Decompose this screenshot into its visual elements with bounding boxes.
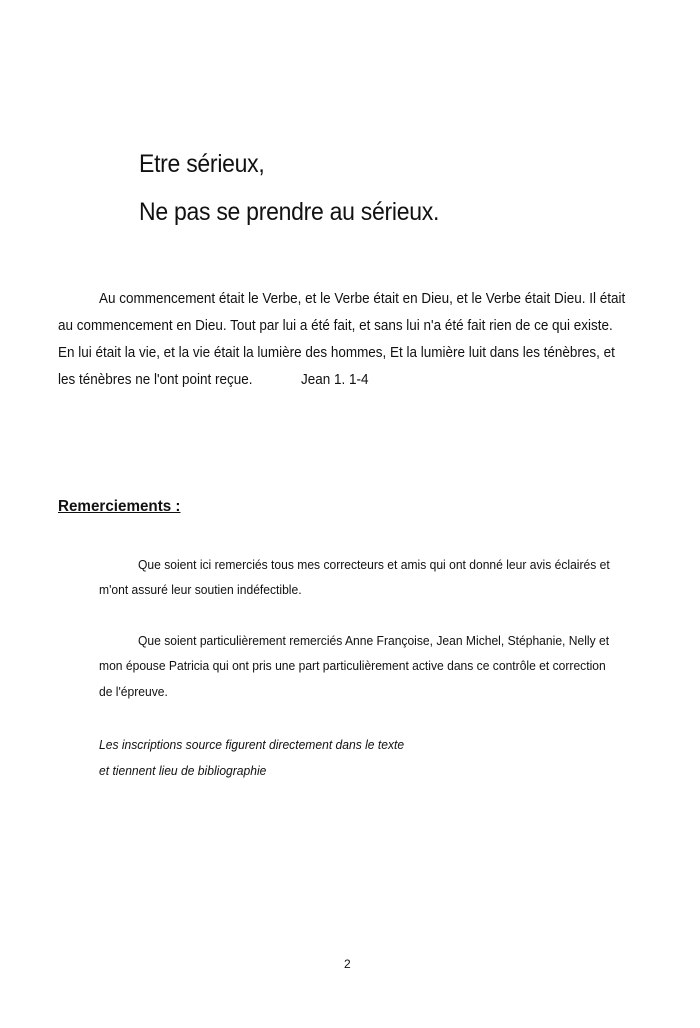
- acknowledgement-line: mon épouse Patricia qui ont pris une part particulièrement active dans ce contrôle et correction: [99, 658, 606, 673]
- title-line-1: Etre sérieux,: [139, 150, 265, 178]
- acknowledgements-heading: Remerciements :: [58, 498, 181, 515]
- bibliography-note: Les inscriptions source figurent directement dans le texte: [99, 737, 405, 752]
- acknowledgement-line: m'ont assuré leur soutien indéfectible.: [99, 582, 302, 597]
- quote-line: les ténèbres ne l'ont point reçue.: [58, 372, 253, 388]
- quote-line: Au commencement était le Verbe, et le Verbe était en Dieu, et le Verbe était Dieu. Il était: [99, 291, 626, 307]
- quote-source: Jean 1. 1-4: [301, 372, 369, 388]
- quote-line: En lui était la vie, et la vie était la lumière des hommes, Et la lumière luit dans les ténèbres, et: [58, 345, 615, 361]
- acknowledgement-line: Que soient ici remerciés tous mes correcteurs et amis qui ont donné leur avis éclairés et: [138, 557, 610, 572]
- quote-line: au commencement en Dieu. Tout par lui a été fait, et sans lui n'a été fait rien de ce qui existe.: [58, 318, 613, 334]
- acknowledgement-line: de l'épreuve.: [99, 684, 168, 699]
- bibliography-note: et tiennent lieu de bibliographie: [99, 763, 267, 778]
- acknowledgement-line: Que soient particulièrement remerciés Anne Françoise, Jean Michel, Stéphanie, Nelly et: [138, 633, 610, 648]
- page-number: 2: [344, 957, 351, 971]
- title-line-2: Ne pas se prendre au sérieux.: [139, 198, 440, 226]
